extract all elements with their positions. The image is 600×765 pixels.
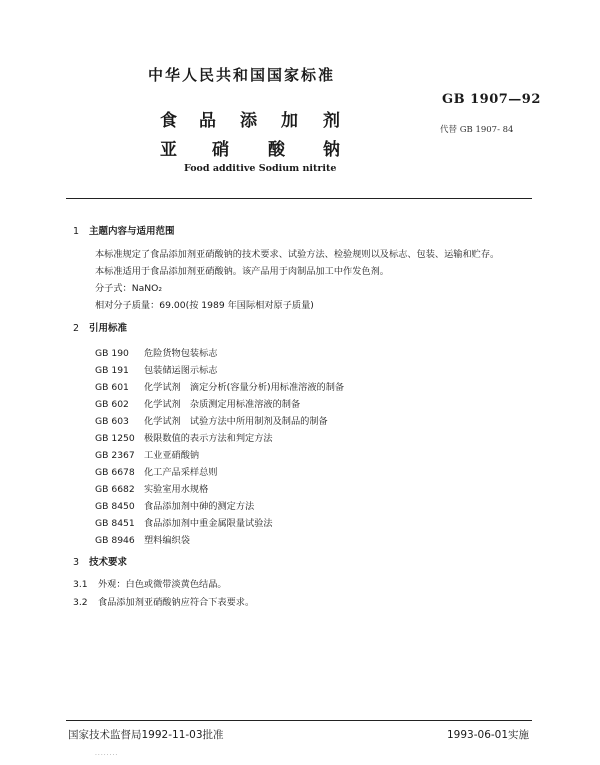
title-char: 食 (160, 111, 177, 131)
reference-item (95, 447, 199, 461)
reference-code: GB 601 (95, 382, 129, 393)
reference-code: GB 8450 (95, 501, 135, 512)
reference-title: 极限数值的表示方法和判定方法 (144, 433, 273, 444)
title-char: 加 (281, 111, 298, 131)
section-2-heading (73, 320, 127, 334)
title-char: 剂 (323, 111, 340, 131)
reference-title: 化学试剂 滴定分析(容量分析)用标准溶液的制备 (144, 382, 345, 393)
reference-code: GB 1250 (95, 433, 135, 444)
reference-title: 工业亚硝酸钠 (144, 450, 200, 461)
reference-title: 实验室用水规格 (144, 484, 209, 495)
reference-title: 化学试剂 试验方法中所用制剂及制品的制备 (144, 416, 328, 427)
reference-code: GB 8451 (95, 518, 135, 529)
section-title: 主题内容与适用范围 (89, 226, 175, 237)
reference-code: GB 603 (95, 416, 129, 427)
english-title: Food additive Sodium nitrite (184, 163, 337, 174)
reference-item (95, 430, 273, 444)
title-char: 亚 (160, 140, 177, 160)
reference-code: GB 602 (95, 399, 129, 410)
reference-title: 塑料编织袋 (144, 535, 190, 546)
reference-code: GB 2367 (95, 450, 135, 461)
reference-code: GB 190 (95, 348, 129, 359)
paragraph: 本标准适用于食品添加剂亚硝酸钠。该产品用于肉制品加工中作发色剂。 (95, 266, 389, 277)
reference-code: GB 8946 (95, 535, 135, 546)
reference-item (95, 396, 300, 410)
clause-number: 3.1 (73, 579, 88, 590)
reference-title: 包装储运图示标志 (144, 365, 218, 376)
reference-item (95, 345, 218, 359)
implementation-date: 1993-06-01实施 (447, 729, 530, 741)
national-standard-heading: 中华人民共和国国家标准 (148, 66, 336, 84)
title-char: 酸 (268, 140, 285, 160)
reference-item (95, 481, 208, 495)
clause-text: 外观：白色或微带淡黄色结晶。 (98, 579, 227, 590)
requirement-item (73, 576, 227, 590)
reference-title: 食品添加剂中砷的测定方法 (144, 501, 255, 512)
section-number: 1 (73, 226, 80, 237)
clause-number: 3.2 (73, 597, 88, 608)
reference-title: 化工产品采样总则 (144, 467, 218, 478)
footer-divider (66, 720, 532, 721)
section-number: 2 (73, 323, 80, 334)
paragraph: 相对分子质量：69.00(按 1989 年国际相对原子质量) (95, 300, 314, 311)
approval-text: 国家技术监督局1992-11-03批准 (68, 729, 224, 741)
reference-code: GB 191 (95, 365, 129, 376)
title-char: 添 (240, 111, 257, 131)
section-title: 引用标准 (89, 323, 128, 334)
title-char: 钠 (323, 140, 340, 160)
reference-code: GB 6678 (95, 467, 135, 478)
reference-item (95, 532, 190, 546)
reference-item (95, 379, 344, 393)
clause-text: 食品添加剂亚硝酸钠应符合下表要求。 (98, 597, 255, 608)
requirement-item (73, 594, 254, 608)
paragraph: 本标准规定了食品添加剂亚硝酸钠的技术要求、试验方法、检验规则以及标志、包装、运输和贮存。 (95, 249, 500, 260)
reference-title: 化学试剂 杂质测定用标准溶液的制备 (144, 399, 301, 410)
section-number: 3 (73, 557, 80, 568)
reference-item (95, 362, 218, 376)
reference-item (95, 498, 254, 512)
section-title: 技术要求 (89, 557, 128, 568)
reference-item (95, 464, 218, 478)
reference-title: 食品添加剂中重金属限量试验法 (144, 518, 273, 529)
reference-item (95, 515, 273, 529)
paragraph: 分子式：NaNO₂ (95, 283, 163, 294)
page-mark: ········ (95, 752, 119, 759)
replaces-note: 代替 GB 1907- 84 (440, 125, 514, 135)
reference-title: 危险货物包装标志 (144, 348, 218, 359)
header-divider (66, 198, 532, 199)
section-3-heading (73, 554, 127, 568)
title-char: 硝 (212, 140, 229, 160)
section-1-heading (73, 223, 175, 237)
standard-number: GB 1907—92 (442, 92, 541, 107)
reference-item (95, 413, 328, 427)
reference-code: GB 6682 (95, 484, 135, 495)
title-char: 品 (199, 111, 216, 131)
